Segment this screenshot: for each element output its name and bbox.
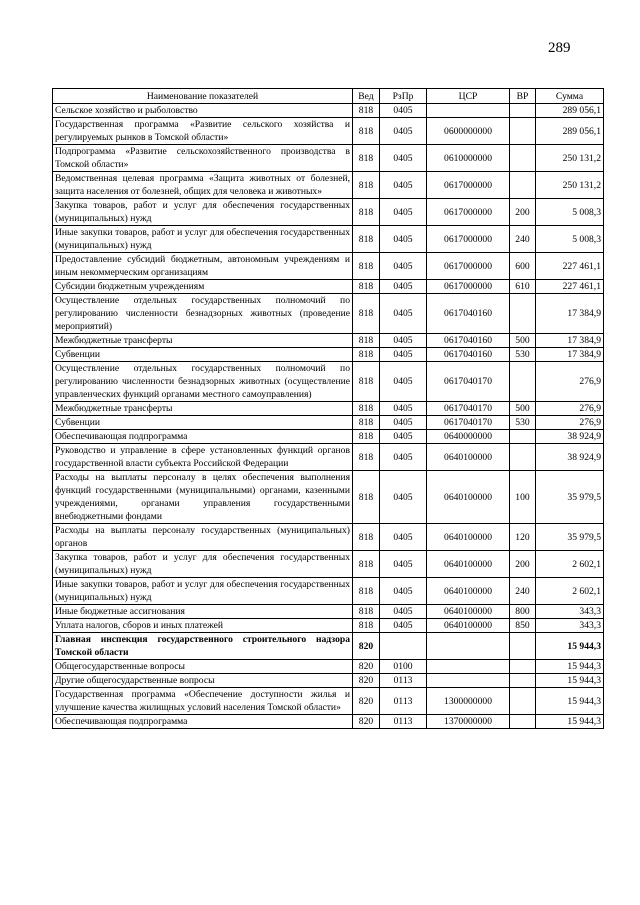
header-ved: Вед (353, 89, 380, 104)
cell-name: Уплата налогов, сборов и иных платежей (53, 619, 353, 633)
cell-ved: 820 (353, 674, 380, 688)
cell-name: Закупка товаров, работ и услуг для обеспечения государственных (муниципальных) нужд (53, 551, 353, 578)
table-row (53, 578, 604, 605)
page-number: 289 (548, 40, 571, 56)
cell-ved: 818 (353, 619, 380, 633)
cell-ved: 818 (353, 104, 380, 118)
cell-vr: 200 (510, 551, 536, 578)
cell-csr: 0640100000 (427, 524, 510, 551)
cell-csr: 1300000000 (427, 688, 510, 715)
cell-vr: 500 (510, 402, 536, 416)
cell-rzpr: 0405 (380, 226, 427, 253)
cell-csr: 1370000000 (427, 715, 510, 729)
table-row (53, 334, 604, 348)
cell-name: Субсидии бюджетным учреждениям (53, 280, 353, 294)
cell-ved: 818 (353, 551, 380, 578)
table-row (53, 430, 604, 444)
cell-ved: 818 (353, 471, 380, 524)
cell-rzpr: 0405 (380, 172, 427, 199)
cell-sum: 35 979,5 (536, 471, 604, 524)
table-row (53, 402, 604, 416)
cell-sum: 17 384,9 (536, 334, 604, 348)
cell-vr: 500 (510, 334, 536, 348)
cell-rzpr: 0405 (380, 199, 427, 226)
cell-sum: 289 056,1 (536, 118, 604, 145)
cell-rzpr: 0113 (380, 674, 427, 688)
cell-rzpr: 0405 (380, 416, 427, 430)
cell-sum: 343,3 (536, 619, 604, 633)
cell-name: Субвенции (53, 416, 353, 430)
cell-vr (510, 674, 536, 688)
cell-name: Главная инспекция государственного строительного надзора Томской области (53, 633, 353, 660)
cell-name: Обеспечивающая подпрограмма (53, 430, 353, 444)
cell-name: Закупка товаров, работ и услуг для обеспечения государственных (муниципальных) нужд (53, 199, 353, 226)
cell-csr (427, 674, 510, 688)
table-row (53, 674, 604, 688)
cell-rzpr: 0405 (380, 402, 427, 416)
cell-sum: 15 944,3 (536, 688, 604, 715)
cell-vr: 850 (510, 619, 536, 633)
cell-rzpr: 0113 (380, 688, 427, 715)
cell-rzpr: 0113 (380, 715, 427, 729)
cell-ved: 818 (353, 226, 380, 253)
cell-rzpr: 0405 (380, 362, 427, 402)
cell-ved: 818 (353, 172, 380, 199)
table-row (53, 524, 604, 551)
cell-csr: 0640100000 (427, 551, 510, 578)
table-row (53, 660, 604, 674)
cell-name: Руководство и управление в сфере установленных функций органов государственной власти субъекта Российской Федерации (53, 444, 353, 471)
cell-csr: 0617000000 (427, 226, 510, 253)
cell-csr: 0640100000 (427, 605, 510, 619)
cell-csr: 0640100000 (427, 619, 510, 633)
cell-ved: 820 (353, 633, 380, 660)
cell-csr (427, 633, 510, 660)
cell-sum: 17 384,9 (536, 294, 604, 334)
cell-csr: 0617040160 (427, 348, 510, 362)
cell-rzpr: 0405 (380, 253, 427, 280)
cell-name: Государственная программа «Развитие сельского хозяйства и регулируемых рынков в Томской области» (53, 118, 353, 145)
table-row (53, 619, 604, 633)
cell-sum: 38 924,9 (536, 444, 604, 471)
cell-sum: 276,9 (536, 362, 604, 402)
cell-name: Подпрограмма «Развитие сельскохозяйственного производства в Томской области» (53, 145, 353, 172)
cell-vr: 610 (510, 280, 536, 294)
table-row (53, 280, 604, 294)
table-row (53, 551, 604, 578)
cell-rzpr: 0405 (380, 280, 427, 294)
cell-csr: 0640000000 (427, 430, 510, 444)
header-sum: Сумма (536, 89, 604, 104)
cell-vr (510, 430, 536, 444)
cell-sum: 15 944,3 (536, 674, 604, 688)
table-row (53, 605, 604, 619)
cell-csr: 0617040160 (427, 334, 510, 348)
table-row (53, 104, 604, 118)
cell-vr (510, 444, 536, 471)
cell-csr: 0640100000 (427, 444, 510, 471)
header-vr: ВР (510, 89, 536, 104)
cell-sum: 5 008,3 (536, 226, 604, 253)
cell-vr (510, 104, 536, 118)
table-row (53, 145, 604, 172)
cell-rzpr: 0405 (380, 619, 427, 633)
cell-sum: 17 384,9 (536, 348, 604, 362)
cell-ved: 818 (353, 294, 380, 334)
cell-name: Иные закупки товаров, работ и услуг для обеспечения государственных (муниципальных) нужд (53, 578, 353, 605)
cell-vr (510, 294, 536, 334)
cell-ved: 820 (353, 660, 380, 674)
cell-vr: 240 (510, 226, 536, 253)
cell-sum: 15 944,3 (536, 633, 604, 660)
cell-ved: 820 (353, 715, 380, 729)
header-rzpr: РзПр (380, 89, 427, 104)
cell-sum: 15 944,3 (536, 715, 604, 729)
cell-name: Расходы на выплаты персоналу государственных (муниципальных) органов (53, 524, 353, 551)
table-row (53, 633, 604, 660)
cell-rzpr: 0405 (380, 294, 427, 334)
table-row (53, 172, 604, 199)
cell-csr: 0617000000 (427, 280, 510, 294)
cell-ved: 818 (353, 524, 380, 551)
cell-rzpr: 0405 (380, 430, 427, 444)
cell-vr (510, 145, 536, 172)
cell-csr: 0610000000 (427, 145, 510, 172)
cell-csr: 0617040170 (427, 402, 510, 416)
cell-name: Иные закупки товаров, работ и услуг для обеспечения государственных (муниципальных) нужд (53, 226, 353, 253)
cell-vr (510, 688, 536, 715)
cell-vr: 530 (510, 348, 536, 362)
cell-rzpr: 0405 (380, 334, 427, 348)
cell-ved: 818 (353, 253, 380, 280)
cell-ved: 818 (353, 578, 380, 605)
cell-sum: 227 461,1 (536, 280, 604, 294)
cell-ved: 818 (353, 362, 380, 402)
cell-ved: 818 (353, 430, 380, 444)
cell-vr (510, 633, 536, 660)
cell-rzpr: 0405 (380, 605, 427, 619)
cell-ved: 818 (353, 280, 380, 294)
header-csr: ЦСР (427, 89, 510, 104)
cell-rzpr: 0405 (380, 578, 427, 605)
cell-sum: 250 131,2 (536, 145, 604, 172)
cell-name: Ведомственная целевая программа «Защита животных от болезней, защита населения от болезней, общих для человека и животных» (53, 172, 353, 199)
cell-rzpr: 0405 (380, 118, 427, 145)
cell-name: Расходы на выплаты персоналу в целях обеспечения выполнения функций государственными (муниципальными) органами, казенными учреждениями, органами управления государственными внебюджетными фондами (53, 471, 353, 524)
cell-name: Другие общегосударственные вопросы (53, 674, 353, 688)
cell-name: Сельское хозяйство и рыболовство (53, 104, 353, 118)
table-row (53, 471, 604, 524)
table-row (53, 118, 604, 145)
cell-ved: 818 (353, 118, 380, 145)
cell-sum: 35 979,5 (536, 524, 604, 551)
cell-rzpr: 0405 (380, 104, 427, 118)
table-row (53, 253, 604, 280)
cell-vr (510, 362, 536, 402)
cell-sum: 276,9 (536, 416, 604, 430)
cell-name: Предоставление субсидий бюджетным, автономным учреждениям и иным некоммерческим организациям (53, 253, 353, 280)
cell-vr (510, 660, 536, 674)
cell-name: Осуществление отдельных государственных полномочий по регулированию численности безнадзорных животных (проведение мероприятий) (53, 294, 353, 334)
cell-name: Обеспечивающая подпрограмма (53, 715, 353, 729)
cell-vr: 200 (510, 199, 536, 226)
table-row (53, 688, 604, 715)
cell-ved: 818 (353, 199, 380, 226)
cell-vr (510, 715, 536, 729)
cell-csr: 0617000000 (427, 253, 510, 280)
cell-csr: 0617000000 (427, 172, 510, 199)
cell-sum: 289 056,1 (536, 104, 604, 118)
cell-sum: 250 131,2 (536, 172, 604, 199)
cell-name: Межбюджетные трансферты (53, 402, 353, 416)
cell-ved: 818 (353, 145, 380, 172)
cell-rzpr: 0405 (380, 471, 427, 524)
cell-csr: 0617040170 (427, 362, 510, 402)
cell-rzpr: 0405 (380, 145, 427, 172)
cell-ved: 818 (353, 348, 380, 362)
cell-csr: 0617040160 (427, 294, 510, 334)
cell-sum: 2 602,1 (536, 551, 604, 578)
cell-csr: 0600000000 (427, 118, 510, 145)
table-row (53, 715, 604, 729)
cell-rzpr: 0405 (380, 348, 427, 362)
cell-ved: 818 (353, 402, 380, 416)
cell-csr: 0617040170 (427, 416, 510, 430)
table-row (53, 294, 604, 334)
cell-vr (510, 172, 536, 199)
cell-name: Межбюджетные трансферты (53, 334, 353, 348)
cell-csr: 0640100000 (427, 578, 510, 605)
cell-csr: 0640100000 (427, 471, 510, 524)
cell-rzpr: 0100 (380, 660, 427, 674)
table-row (53, 444, 604, 471)
cell-ved: 818 (353, 334, 380, 348)
cell-name: Общегосударственные вопросы (53, 660, 353, 674)
table-row (53, 416, 604, 430)
cell-csr (427, 660, 510, 674)
cell-vr (510, 118, 536, 145)
table-row (53, 226, 604, 253)
budget-table (52, 88, 604, 729)
table-header-row (53, 89, 604, 104)
cell-sum: 2 602,1 (536, 578, 604, 605)
cell-vr: 530 (510, 416, 536, 430)
cell-rzpr: 0405 (380, 444, 427, 471)
cell-ved: 818 (353, 605, 380, 619)
cell-ved: 818 (353, 416, 380, 430)
cell-name: Иные бюджетные ассигнования (53, 605, 353, 619)
cell-name: Государственная программа «Обеспечение доступности жилья и улучшение качества жилищных условий населения Томской области» (53, 688, 353, 715)
cell-rzpr: 0405 (380, 524, 427, 551)
cell-vr: 240 (510, 578, 536, 605)
cell-vr: 120 (510, 524, 536, 551)
table-row (53, 362, 604, 402)
table-row (53, 348, 604, 362)
cell-sum: 227 461,1 (536, 253, 604, 280)
cell-sum: 343,3 (536, 605, 604, 619)
cell-ved: 818 (353, 444, 380, 471)
cell-sum: 276,9 (536, 402, 604, 416)
header-name: Наименование показателей (53, 89, 353, 104)
cell-sum: 5 008,3 (536, 199, 604, 226)
cell-csr (427, 104, 510, 118)
cell-ved: 820 (353, 688, 380, 715)
cell-rzpr (380, 633, 427, 660)
cell-sum: 38 924,9 (536, 430, 604, 444)
cell-sum: 15 944,3 (536, 660, 604, 674)
cell-vr: 100 (510, 471, 536, 524)
table-row (53, 199, 604, 226)
cell-vr: 800 (510, 605, 536, 619)
cell-name: Субвенции (53, 348, 353, 362)
cell-csr: 0617000000 (427, 199, 510, 226)
cell-vr: 600 (510, 253, 536, 280)
cell-name: Осуществление отдельных государственных полномочий по регулированию численности безнадзорных животных (осуществление управленческих функций органами местного самоуправления) (53, 362, 353, 402)
cell-rzpr: 0405 (380, 551, 427, 578)
